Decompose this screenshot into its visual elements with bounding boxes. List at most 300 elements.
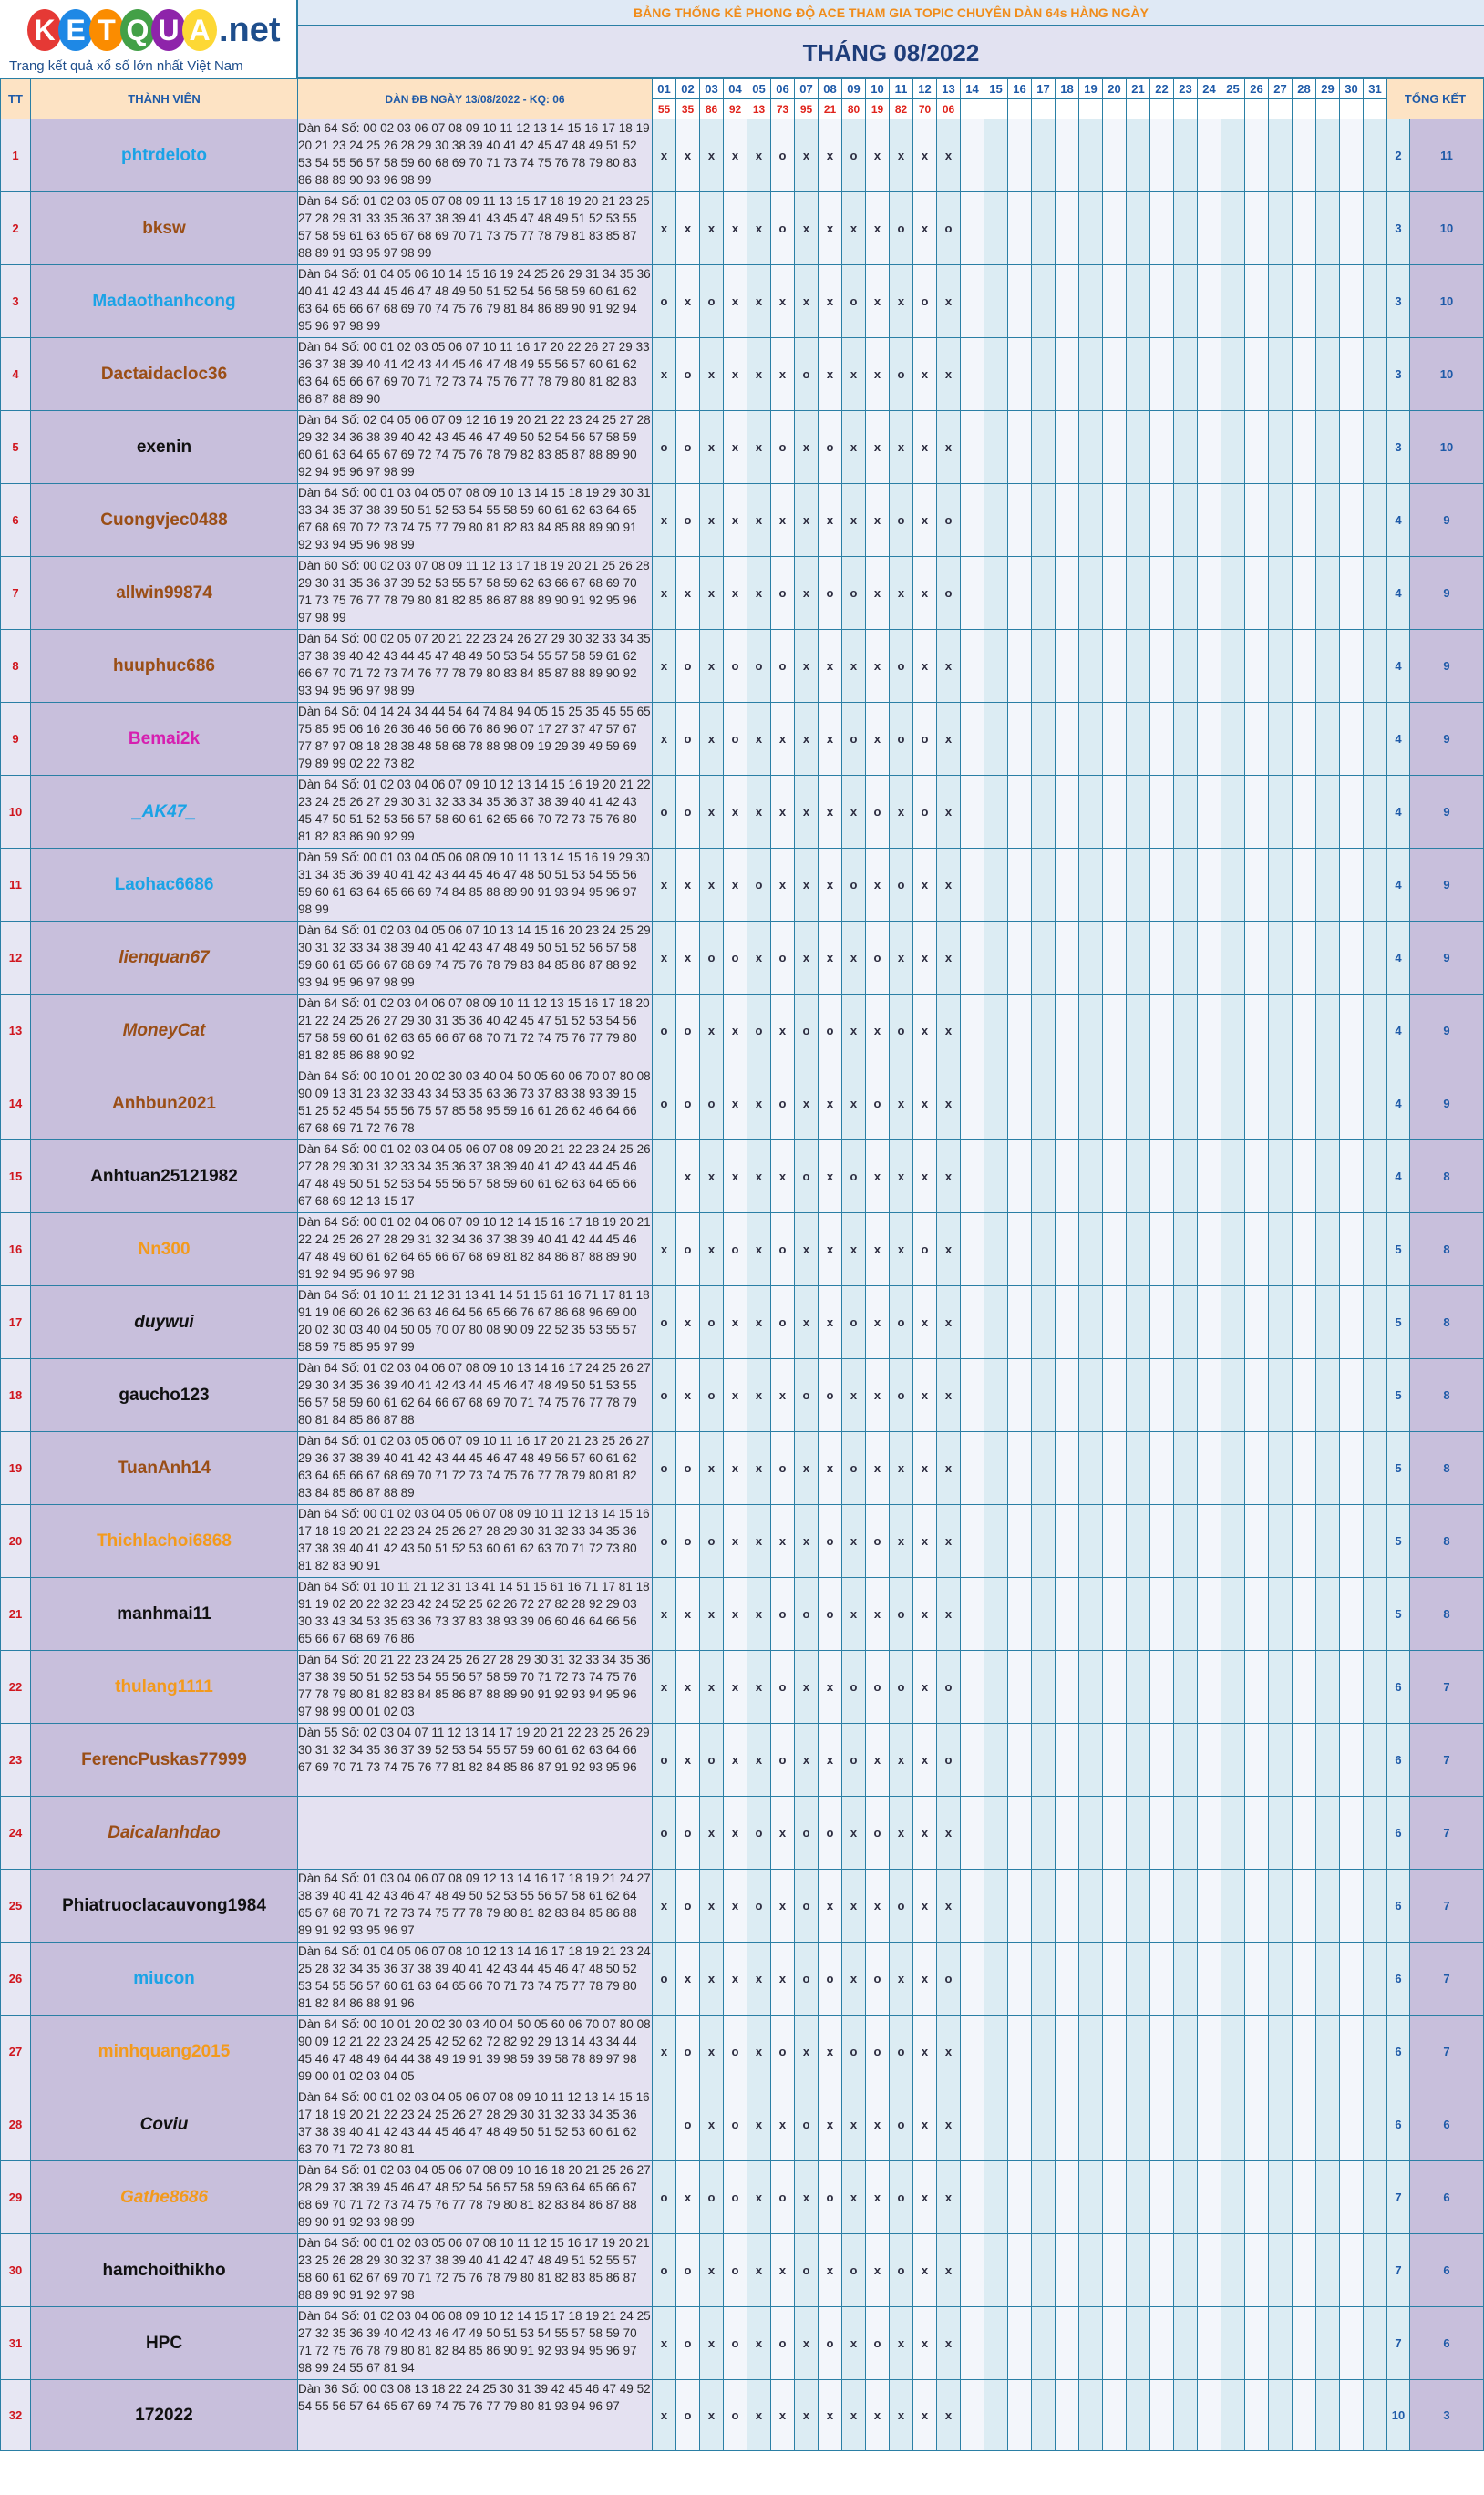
day-mark	[984, 630, 1008, 703]
day-mark	[1032, 557, 1056, 630]
member-name[interactable]: Phiatruoclacauvong1984	[31, 1870, 298, 1943]
day-mark: o	[890, 2234, 913, 2307]
day-mark: o	[700, 922, 724, 995]
day-mark	[984, 922, 1008, 995]
day-mark: x	[676, 119, 700, 192]
day-mark	[1127, 192, 1150, 265]
member-name[interactable]: hamchoithikho	[31, 2234, 298, 2307]
day-mark	[984, 2016, 1008, 2088]
day-mark: x	[676, 1651, 700, 1724]
member-name[interactable]: TuanAnh14	[31, 1432, 298, 1505]
day-mark: x	[819, 338, 842, 411]
day-mark	[1150, 1432, 1174, 1505]
day-mark: x	[913, 2380, 937, 2451]
row-index: 2	[1, 192, 31, 265]
day-mark: o	[676, 776, 700, 849]
total-hits: 10	[1387, 2380, 1410, 2451]
day-mark	[1245, 192, 1269, 265]
day-mark: x	[795, 849, 819, 922]
day-mark: o	[676, 1067, 700, 1140]
day-mark: o	[676, 411, 700, 484]
day-mark	[1316, 703, 1340, 776]
day-mark: x	[676, 265, 700, 338]
row-index: 8	[1, 630, 31, 703]
total-hits: 2	[1387, 119, 1410, 192]
day-mark: o	[747, 849, 771, 922]
day-mark: o	[700, 265, 724, 338]
day-mark: x	[653, 338, 676, 411]
day-mark	[1056, 557, 1079, 630]
day-mark: x	[724, 1067, 747, 1140]
member-name[interactable]: Bemai2k	[31, 703, 298, 776]
member-name[interactable]: _AK47_	[31, 776, 298, 849]
total-hits: 4	[1387, 1140, 1410, 1213]
day-mark: o	[795, 1140, 819, 1213]
col-header-total: TỔNG KẾT	[1387, 79, 1484, 119]
day-mark: o	[771, 119, 795, 192]
day-mark	[1008, 1432, 1032, 1505]
day-mark: x	[937, 1067, 961, 1140]
day-mark	[1174, 1943, 1198, 2016]
day-mark	[961, 922, 984, 995]
day-mark: o	[676, 2380, 700, 2451]
day-header: 27	[1269, 79, 1293, 99]
day-mark: x	[724, 192, 747, 265]
day-mark	[1221, 2088, 1245, 2161]
day-mark	[1245, 2307, 1269, 2380]
table-row	[1, 1943, 1484, 2016]
day-mark	[1032, 1943, 1056, 2016]
day-mark	[1150, 1286, 1174, 1359]
day-mark: x	[866, 265, 890, 338]
table-row	[1, 1140, 1484, 1213]
member-name[interactable]: exenin	[31, 411, 298, 484]
member-name[interactable]: Coviu	[31, 2088, 298, 2161]
day-mark	[1127, 2016, 1150, 2088]
day-mark	[1221, 776, 1245, 849]
member-name[interactable]: MoneyCat	[31, 995, 298, 1067]
day-mark: o	[795, 2234, 819, 2307]
day-mark: x	[819, 192, 842, 265]
day-mark	[1293, 1578, 1316, 1651]
day-mark	[1079, 1870, 1103, 1943]
day-mark	[1245, 265, 1269, 338]
day-mark	[984, 703, 1008, 776]
day-mark	[1245, 1943, 1269, 2016]
day-mark	[1245, 2380, 1269, 2451]
day-mark: x	[653, 119, 676, 192]
day-result	[1150, 99, 1174, 119]
day-result	[1269, 99, 1293, 119]
day-mark: x	[890, 411, 913, 484]
day-mark: o	[771, 630, 795, 703]
day-mark	[1056, 1651, 1079, 1724]
day-mark	[1316, 630, 1340, 703]
day-mark	[1056, 849, 1079, 922]
member-name[interactable]: Madaothanhcong	[31, 265, 298, 338]
day-mark: x	[771, 776, 795, 849]
day-mark	[1008, 2380, 1032, 2451]
day-mark	[1079, 557, 1103, 630]
day-mark	[1221, 1870, 1245, 1943]
day-header: 28	[1293, 79, 1316, 99]
day-mark: x	[913, 2307, 937, 2380]
table-row	[1, 557, 1484, 630]
day-mark: x	[866, 1140, 890, 1213]
day-mark	[1032, 2380, 1056, 2451]
total-misses: 6	[1410, 2088, 1484, 2161]
row-index: 3	[1, 265, 31, 338]
dan-numbers: Dàn 64 Số: 01 04 05 06 07 08 10 12 13 14 16 17 18 19 21 23 24 25 28 32 34 35 36 37 38 39 40 41 42 43 44 45 46 47 48 50 52 53 54 55 56 57 60 61 63 64 65 66 70 71 73 74 75 77 78 79 80 81 82 84 86 88 91 96	[298, 1943, 653, 2016]
day-mark	[1079, 776, 1103, 849]
day-mark: x	[937, 849, 961, 922]
day-mark: x	[890, 265, 913, 338]
member-name[interactable]: FerencPuskas77999	[31, 1724, 298, 1797]
day-mark	[961, 1578, 984, 1651]
day-mark	[1150, 411, 1174, 484]
day-mark: x	[795, 2016, 819, 2088]
member-name[interactable]: Thichlachoi6868	[31, 1505, 298, 1578]
member-name[interactable]: lienquan67	[31, 922, 298, 995]
table-row	[1, 922, 1484, 995]
day-mark	[1245, 1286, 1269, 1359]
day-mark: o	[653, 1505, 676, 1578]
day-mark	[1008, 1870, 1032, 1943]
day-mark	[1174, 922, 1198, 995]
total-hits: 4	[1387, 703, 1410, 776]
day-mark	[1269, 411, 1293, 484]
dan-numbers: Dàn 64 Số: 00 01 03 04 05 07 08 09 10 13 14 15 18 19 29 30 31 33 34 35 37 38 39 50 51 52 53 54 55 58 59 60 61 62 63 64 65 67 68 69 70 72 73 74 75 77 79 80 81 82 83 84 85 88 89 90 91 92 93 94 95 96 98 99	[298, 484, 653, 557]
site-logo[interactable]	[0, 0, 298, 84]
day-result: 21	[819, 99, 842, 119]
day-mark	[1174, 2016, 1198, 2088]
table-row	[1, 484, 1484, 557]
day-mark: o	[819, 1578, 842, 1651]
day-mark: x	[913, 557, 937, 630]
member-name[interactable]: 172022	[31, 2380, 298, 2451]
day-mark: x	[819, 1286, 842, 1359]
day-result	[1056, 99, 1079, 119]
day-mark	[961, 1286, 984, 1359]
member-name[interactable]: allwin99874	[31, 557, 298, 630]
day-mark	[1364, 2016, 1387, 2088]
member-name[interactable]: thulang1111	[31, 1651, 298, 1724]
day-mark: o	[771, 1724, 795, 1797]
day-result: 19	[866, 99, 890, 119]
day-mark	[1198, 1943, 1221, 2016]
day-mark	[1245, 1578, 1269, 1651]
day-mark	[961, 557, 984, 630]
day-mark	[1008, 1943, 1032, 2016]
day-mark: x	[676, 557, 700, 630]
day-mark: x	[795, 2161, 819, 2234]
day-mark	[1174, 2088, 1198, 2161]
day-mark	[1174, 2380, 1198, 2451]
day-mark	[1008, 1359, 1032, 1432]
day-mark	[1079, 995, 1103, 1067]
day-mark	[1127, 995, 1150, 1067]
day-mark	[1269, 2380, 1293, 2451]
day-mark	[961, 995, 984, 1067]
day-mark: x	[913, 411, 937, 484]
day-mark: o	[676, 484, 700, 557]
dan-numbers: Dàn 64 Số: 01 02 03 05 06 07 09 10 11 16 17 20 21 23 25 26 27 29 36 37 38 39 40 41 42 43 44 45 46 47 48 49 56 57 60 61 62 63 64 65 66 67 68 69 70 71 72 73 74 75 76 77 78 79 80 81 82 83 84 85 86 87 88 89	[298, 1432, 653, 1505]
day-mark: o	[700, 2161, 724, 2234]
day-mark	[1150, 119, 1174, 192]
day-mark: x	[795, 1724, 819, 1797]
day-mark	[1079, 2088, 1103, 2161]
table-row	[1, 1651, 1484, 1724]
day-mark: o	[747, 995, 771, 1067]
day-mark	[1127, 557, 1150, 630]
member-name[interactable]: manhmai11	[31, 1578, 298, 1651]
day-mark	[1056, 995, 1079, 1067]
day-mark: x	[937, 922, 961, 995]
day-mark: o	[937, 484, 961, 557]
member-name[interactable]: minhquang2015	[31, 2016, 298, 2088]
day-mark	[1103, 1286, 1127, 1359]
day-mark: o	[676, 1797, 700, 1870]
dan-numbers: Dàn 64 Số: 01 10 11 21 12 31 13 41 14 51 15 61 16 71 17 81 18 91 19 02 20 22 32 23 42 24 52 25 62 26 72 27 82 28 92 29 03 30 33 43 34 53 35 63 36 73 37 83 38 93 39 06 60 46 64 66 56 65 66 67 68 69 76 86	[298, 1578, 653, 1651]
day-mark: x	[937, 2307, 961, 2380]
total-misses: 9	[1410, 557, 1484, 630]
day-mark	[1316, 411, 1340, 484]
member-name[interactable]: phtrdeloto	[31, 119, 298, 192]
day-mark	[1221, 2380, 1245, 2451]
day-mark: x	[795, 1213, 819, 1286]
day-mark: x	[747, 265, 771, 338]
day-mark: o	[795, 1578, 819, 1651]
day-mark	[1221, 1213, 1245, 1286]
day-mark	[1364, 265, 1387, 338]
day-mark: o	[842, 2016, 866, 2088]
day-mark	[1150, 2088, 1174, 2161]
day-mark	[1150, 2016, 1174, 2088]
row-index: 16	[1, 1213, 31, 1286]
day-mark	[1269, 557, 1293, 630]
total-misses: 9	[1410, 703, 1484, 776]
member-name[interactable]: huuphuc686	[31, 630, 298, 703]
day-mark: o	[842, 1724, 866, 1797]
day-mark: x	[700, 995, 724, 1067]
day-mark	[1221, 119, 1245, 192]
day-result: 70	[913, 99, 937, 119]
day-mark	[1316, 192, 1340, 265]
day-mark	[1245, 1505, 1269, 1578]
day-mark	[1079, 119, 1103, 192]
day-mark	[1032, 776, 1056, 849]
day-mark	[1079, 630, 1103, 703]
day-result	[1008, 99, 1032, 119]
day-mark	[1127, 1140, 1150, 1213]
day-mark	[1127, 1359, 1150, 1432]
row-index: 4	[1, 338, 31, 411]
member-name[interactable]: Nn300	[31, 1213, 298, 1286]
day-mark: x	[937, 703, 961, 776]
day-mark	[984, 1140, 1008, 1213]
day-mark	[984, 1651, 1008, 1724]
day-result: 92	[724, 99, 747, 119]
day-mark	[961, 1943, 984, 2016]
day-mark	[1221, 1359, 1245, 1432]
total-hits: 4	[1387, 849, 1410, 922]
day-mark	[984, 411, 1008, 484]
day-mark: x	[747, 1213, 771, 1286]
day-header: 24	[1198, 79, 1221, 99]
day-mark: o	[653, 1067, 676, 1140]
day-mark: o	[819, 2307, 842, 2380]
day-mark: o	[842, 1286, 866, 1359]
day-mark: x	[747, 2234, 771, 2307]
day-mark	[1364, 2380, 1387, 2451]
day-mark	[1079, 1359, 1103, 1432]
member-name[interactable]: Laohac6686	[31, 849, 298, 922]
day-mark: x	[771, 703, 795, 776]
day-mark	[1245, 849, 1269, 922]
day-mark	[1316, 2307, 1340, 2380]
member-name[interactable]: Gathe8686	[31, 2161, 298, 2234]
day-mark	[1269, 1651, 1293, 1724]
day-header: 31	[1364, 79, 1387, 99]
day-mark	[1174, 630, 1198, 703]
row-index: 17	[1, 1286, 31, 1359]
member-name[interactable]: Daicalanhdao	[31, 1797, 298, 1870]
day-header: 18	[1056, 79, 1079, 99]
day-mark	[1127, 2234, 1150, 2307]
member-name[interactable]: Cuongvjec0488	[31, 484, 298, 557]
col-header-member: THÀNH VIÊN	[31, 79, 298, 119]
day-result	[1198, 99, 1221, 119]
day-mark	[1245, 1067, 1269, 1140]
day-mark	[1198, 2307, 1221, 2380]
day-mark: x	[700, 776, 724, 849]
day-mark	[961, 1651, 984, 1724]
day-mark: x	[866, 2234, 890, 2307]
table-row	[1, 1286, 1484, 1359]
day-mark: o	[842, 557, 866, 630]
day-mark: x	[937, 2380, 961, 2451]
day-mark: x	[795, 192, 819, 265]
day-result: 73	[771, 99, 795, 119]
day-mark: x	[653, 703, 676, 776]
day-header: 30	[1340, 79, 1364, 99]
day-mark: x	[676, 1943, 700, 2016]
day-mark: x	[937, 1286, 961, 1359]
day-mark	[1008, 922, 1032, 995]
member-name[interactable]: duywui	[31, 1286, 298, 1359]
day-mark	[1174, 2234, 1198, 2307]
day-mark: o	[771, 1578, 795, 1651]
day-mark: o	[771, 922, 795, 995]
day-mark	[1032, 1651, 1056, 1724]
day-mark	[1150, 2161, 1174, 2234]
total-hits: 7	[1387, 2234, 1410, 2307]
day-mark: o	[700, 1505, 724, 1578]
dan-numbers: Dàn 64 Số: 01 02 03 04 06 08 09 10 12 14 15 17 18 19 21 24 25 27 32 35 36 39 40 42 43 46 47 49 50 51 53 54 55 57 58 59 70 71 72 75 76 78 79 80 81 82 84 85 86 90 91 92 93 94 95 96 97 98 99 24 55 67 81 94	[298, 2307, 653, 2380]
member-name[interactable]: HPC	[31, 2307, 298, 2380]
day-mark	[1127, 338, 1150, 411]
day-mark: x	[700, 2234, 724, 2307]
day-mark	[1174, 1797, 1198, 1870]
day-mark: x	[771, 1359, 795, 1432]
day-mark: o	[890, 192, 913, 265]
day-mark	[1032, 265, 1056, 338]
day-mark: x	[724, 119, 747, 192]
day-mark	[1008, 1140, 1032, 1213]
total-hits: 7	[1387, 2307, 1410, 2380]
table-row	[1, 1505, 1484, 1578]
day-mark	[1032, 2161, 1056, 2234]
day-mark: x	[676, 192, 700, 265]
day-mark	[1221, 849, 1245, 922]
day-mark: o	[771, 1213, 795, 1286]
day-mark: x	[842, 338, 866, 411]
day-mark: o	[842, 849, 866, 922]
day-mark: o	[890, 630, 913, 703]
day-mark	[1340, 2307, 1364, 2380]
day-mark	[1245, 1213, 1269, 1286]
day-mark	[1150, 630, 1174, 703]
table-row	[1, 1724, 1484, 1797]
day-mark: x	[866, 557, 890, 630]
day-mark	[1293, 557, 1316, 630]
day-mark: x	[747, 1505, 771, 1578]
day-mark	[1079, 2161, 1103, 2234]
day-mark	[1340, 1213, 1364, 1286]
day-mark: x	[653, 922, 676, 995]
day-mark	[1008, 630, 1032, 703]
day-mark: o	[653, 1724, 676, 1797]
day-mark	[1245, 1724, 1269, 1797]
day-mark	[1364, 1140, 1387, 1213]
logo-letter: A	[182, 9, 217, 51]
day-mark: x	[937, 1140, 961, 1213]
day-mark: x	[795, 484, 819, 557]
day-mark	[1032, 338, 1056, 411]
day-mark: o	[771, 2307, 795, 2380]
day-mark: x	[653, 2307, 676, 2380]
table-row	[1, 1213, 1484, 1286]
day-mark	[1079, 703, 1103, 776]
total-hits: 5	[1387, 1578, 1410, 1651]
day-mark	[1174, 411, 1198, 484]
day-mark	[1340, 119, 1364, 192]
member-name[interactable]: Dactaidacloc36	[31, 338, 298, 411]
day-mark: x	[747, 1651, 771, 1724]
day-mark	[984, 1943, 1008, 2016]
member-name[interactable]: bksw	[31, 192, 298, 265]
member-name[interactable]: Anhbun2021	[31, 1067, 298, 1140]
day-mark	[1269, 2234, 1293, 2307]
day-mark	[961, 192, 984, 265]
day-mark	[1079, 2234, 1103, 2307]
day-header: 06	[771, 79, 795, 99]
day-mark: x	[842, 1359, 866, 1432]
day-mark	[961, 1870, 984, 1943]
day-mark	[1293, 119, 1316, 192]
member-name[interactable]: miucon	[31, 1943, 298, 2016]
row-index: 27	[1, 2016, 31, 2088]
member-name[interactable]: gaucho123	[31, 1359, 298, 1432]
day-mark: o	[795, 1870, 819, 1943]
member-name[interactable]: Anhtuan25121982	[31, 1140, 298, 1213]
day-mark: x	[700, 1432, 724, 1505]
day-mark: o	[842, 1140, 866, 1213]
day-mark	[1103, 2088, 1127, 2161]
day-mark	[1103, 1797, 1127, 1870]
day-mark	[1198, 265, 1221, 338]
day-mark	[1340, 2088, 1364, 2161]
